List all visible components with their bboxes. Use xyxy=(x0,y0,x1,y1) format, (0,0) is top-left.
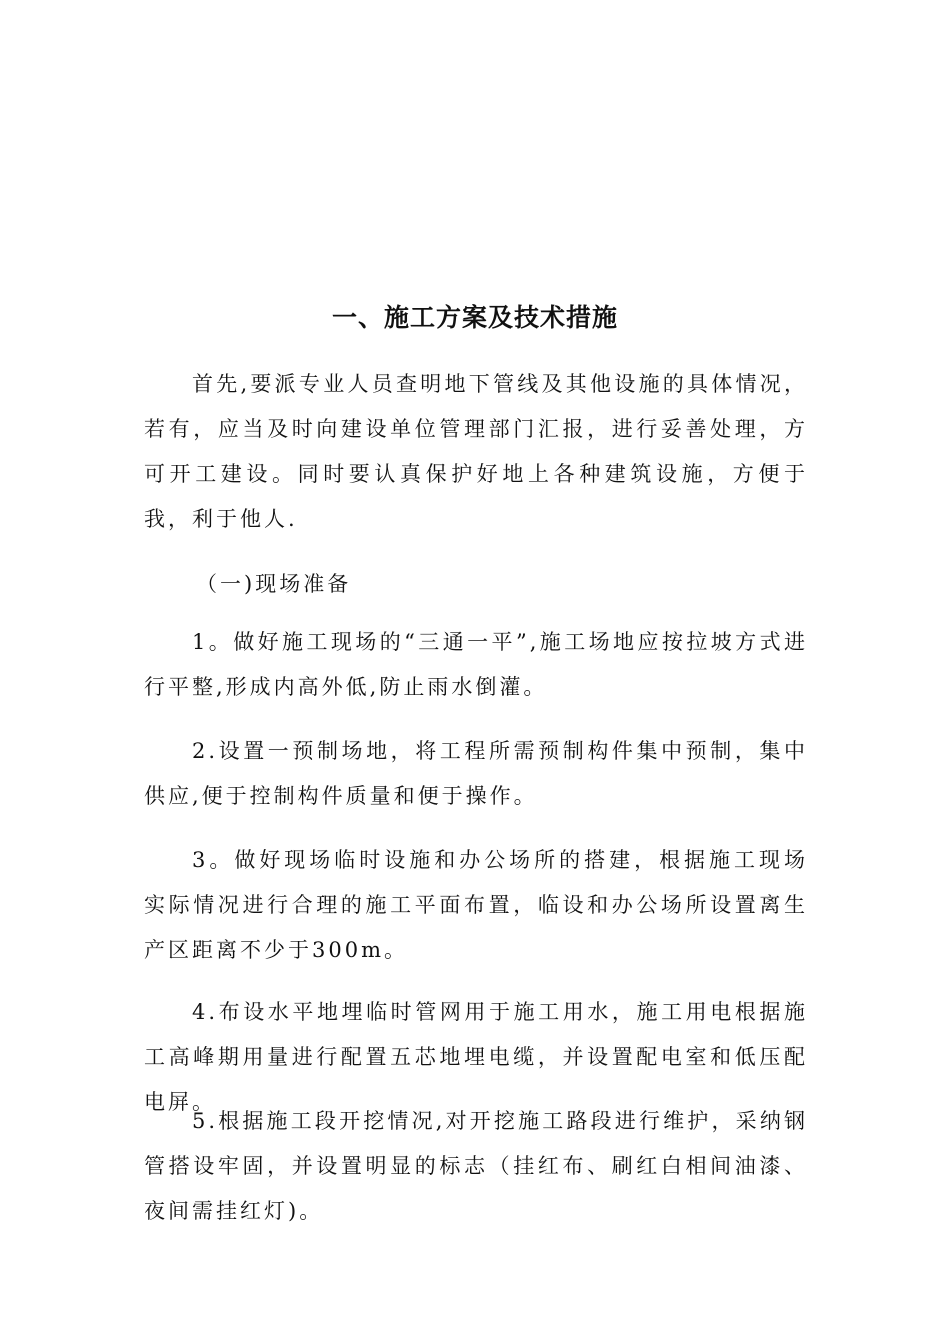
page-title: 一、施工方案及技术措施 xyxy=(331,303,618,332)
intro-paragraph: 首先,要派专业人员查明地下管线及其他设施的具体情况，若有，应当及时向建设单位管理部门汇报，进行妥善处理，方可开工建设。同时要认真保护好地上各种建筑设施，方便于我，利于他人. xyxy=(144,372,808,531)
list-item: 2.设置一预制场地，将工程所需预制构件集中预制，集中供应,便于控制构件质量和便于操作。 xyxy=(144,739,808,808)
list-item: 3。做好现场临时设施和办公场所的搭建，根据施工现场实际情况进行合理的施工平面布置，临设和办公场所设置离生产区距离不少于300m。 xyxy=(144,848,808,962)
list-item: 5.根据施工段开挖情况,对开挖施工路段进行维护，采纳钢管搭设牢固，并设置明显的标志（挂红布、刷红白相间油漆、夜间需挂红灯)。 xyxy=(144,1109,808,1223)
list-item: 4.布设水平地埋临时管网用于施工用水，施工用电根据施工高峰期用量进行配置五芯地埋电缆，并设置配电室和低压配电屏。 xyxy=(144,1000,808,1114)
list-item: 1。做好施工现场的“三通一平”,施工场地应按拉坡方式进行平整,形成内高外低,防止雨水倒灌。 xyxy=(144,630,808,699)
section-heading: （一)现场准备 xyxy=(196,572,352,596)
